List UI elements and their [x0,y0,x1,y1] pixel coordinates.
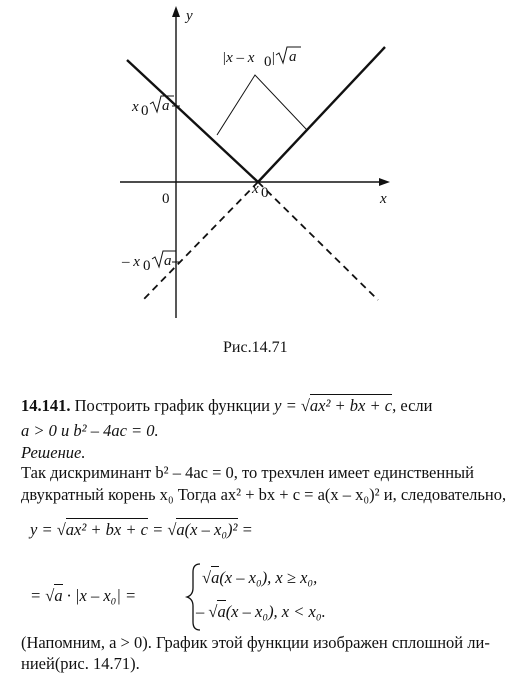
statement-start: Построить график функции [74,396,270,415]
solid-line-left [127,60,258,182]
eq1-sqrt1: √ [56,520,66,539]
eq1-end: = [237,520,253,539]
lower-label-sub: 0 [143,258,151,274]
func-radicand: ax² + bx + c [309,396,393,415]
upper-label-root: a [162,98,170,114]
x-axis-arrow [379,178,390,186]
condition: a > 0 и b² – 4ac = 0. [21,421,159,440]
problem-number: 14.141. [21,396,71,415]
x0-label: x [252,181,259,197]
eq2-sqrt: √ [45,586,55,605]
dashed-line-right [258,182,378,300]
case1-rest: (x – x₀), x ≥ x₀, [219,568,318,587]
eq1-lhs: y = [30,520,57,539]
lower-label-x: – x [122,254,140,270]
eq1-mid: = [147,520,168,539]
solution-label: Решение. [21,443,86,462]
case2-minus: – [196,602,209,621]
y-axis-label: y [186,8,193,24]
eq2-start: = [30,586,46,605]
case2-root: a [217,602,226,621]
dashed-line-left [143,182,258,300]
annotation-root: a [289,49,297,65]
case-1 [202,568,317,588]
eq1-rad2: a(x – x₀)² [176,520,238,539]
equation-1 [30,520,253,540]
case1-root: a [211,568,220,587]
case2-sqrt: √ [208,602,218,621]
annotation-bar: | [271,50,276,66]
solid-line-right [258,47,385,182]
final-line2: нией(рис. 14.71). [21,654,140,673]
solution-line1: Так дискриминант b² – 4ac = 0, то трехчлен имеет единственный [21,463,474,482]
eq1-rad1: ax² + bx + c [65,520,148,539]
annotation-pointer [217,75,307,135]
upper-label-x: x [132,99,139,115]
x-axis-label: x [380,191,387,207]
case-2 [196,602,326,622]
func-sqrt-sign: √ [300,396,310,415]
solution-line2: двукратный корень x₀ Тогда ax² + bx + c = a(x – x₀)² и, следовательно, [21,485,507,504]
problem-statement [21,395,432,417]
annotation-sub: 0 [264,54,272,70]
lower-label-root: a [164,253,172,269]
y-axis-arrow [172,6,180,17]
annotation-abs: |x – x [222,50,255,66]
case1-sqrt: √ [202,568,212,587]
equation-2 [30,586,136,606]
eq1-sqrt2: √ [167,520,177,539]
func-lhs: y = [274,396,301,415]
final-line1: (Напомним, a > 0). График этой функции изображен сплошной ли- [21,633,490,652]
case2-rest: (x – x₀), x < x₀. [225,602,326,621]
eq2-root: a [54,586,63,605]
x0-sub: 0 [261,185,269,201]
eq2-mid: · |x – x₀| = [62,586,137,605]
upper-label-sub: 0 [141,103,149,119]
figure-caption: Рис.14.71 [223,339,288,356]
statement-end: , если [392,396,433,415]
origin-label: 0 [162,191,170,207]
